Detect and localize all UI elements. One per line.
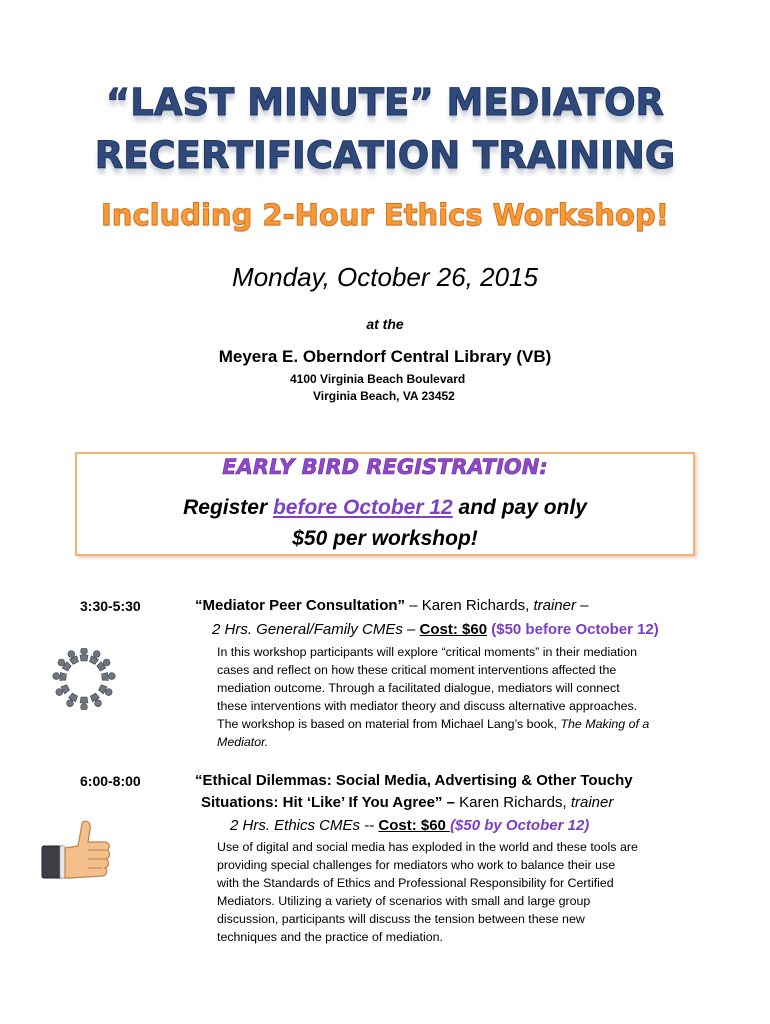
session-2-desc-line: Mediators. Utilizing a variety of scenarios with small and large group	[217, 894, 591, 908]
session-2-title-line-1: “Ethical Dilemmas: Social Media, Advertising & Other Touchy	[195, 772, 633, 789]
early-bird-line-1	[75, 496, 695, 520]
venue-name: Meyera E. Oberndorf Central Library (VB)	[218, 347, 552, 366]
session-2-role: trainer	[570, 794, 614, 811]
session-1-book-title-a: The Making of a	[560, 717, 650, 731]
session-1-trainer: – Karen Richards,	[405, 597, 534, 614]
session-1-desc-line: In this workshop participants will explore “critical moments” in their mediation	[217, 645, 638, 659]
session-2-credits: 2 Hrs. Ethics CMEs --	[230, 817, 379, 834]
session-1-book-intro: The workshop is based on material from Michael Lang’s book,	[217, 717, 561, 731]
session-1-early-price: ($50 before October 12)	[487, 621, 659, 638]
title-line-2: RECERTIFICATION TRAINING	[94, 134, 676, 177]
title-line-1: “LAST MINUTE” MEDIATOR	[105, 81, 665, 124]
subtitle: Including 2-Hour Ethics Workshop!	[101, 198, 669, 232]
session-1-desc-line: mediation outcome. Through a facilitated dialogue, mediators will connect	[217, 681, 620, 695]
session-2-desc-line: Use of digital and social media has exploded in the world and these tools are	[217, 840, 638, 854]
early-bird-line-2: $50 per workshop!	[292, 527, 478, 550]
session-2-time: 6:00-8:00	[80, 773, 141, 789]
session-2-desc-line: techniques and the practice of mediation.	[217, 930, 443, 944]
session-1-cost: Cost: $60	[419, 621, 488, 638]
address-line-2: Virginia Beach, VA 23452	[313, 389, 455, 403]
early-bird-title: EARLY BIRD REGISTRATION:	[222, 455, 548, 479]
circle-of-people-icon	[34, 648, 134, 710]
session-2-credits-line	[230, 817, 589, 834]
session-1-time: 3:30-5:30	[80, 598, 141, 614]
thumbs-up-icon	[40, 818, 114, 886]
session-1-desc-line	[217, 715, 687, 733]
session-2-cost: Cost: $60	[378, 817, 451, 834]
address-line-1: 4100 Virginia Beach Boulevard	[290, 372, 466, 386]
session-1-role: trainer	[533, 597, 576, 614]
session-1-book-title-b: Mediator.	[217, 735, 269, 749]
session-2-title: Situations: Hit ‘Like’ If You Agree” –	[201, 794, 455, 811]
event-date: Monday, October 26, 2015	[232, 262, 538, 292]
session-1-title-line	[195, 597, 588, 614]
session-1-description	[217, 643, 687, 751]
early-bird-pay-text: and pay only	[452, 496, 587, 519]
session-1-desc-line	[217, 733, 687, 751]
session-1-credits-line	[212, 621, 659, 638]
session-1-credits: 2 Hrs. General/Family CMEs –	[212, 621, 420, 638]
session-2-desc-line: discussion, participants will discuss the tension between these new	[217, 912, 585, 926]
session-2-trainer: Karen Richards,	[454, 794, 571, 811]
session-2-early-price: ($50 by October 12)	[450, 817, 590, 834]
session-2-desc-line: providing special challenges for mediators who work to balance their use	[217, 858, 616, 872]
session-2-title-line-2	[201, 794, 613, 811]
session-2-desc-line: with the Standards of Ethics and Professional Responsibility for Certified	[217, 876, 614, 890]
session-1-desc-line: cases and reflect on how these critical moment interventions affected the	[217, 663, 617, 677]
session-1-desc-line: these interventions with mediator theory and discuss alternative approaches.	[217, 699, 638, 713]
early-bird-register-text: Register	[183, 496, 273, 519]
at-the-label: at the	[366, 316, 404, 332]
session-1-dash: –	[575, 597, 589, 614]
early-bird-deadline: before October 12	[272, 496, 453, 519]
session-1-title: “Mediator Peer Consultation”	[195, 597, 406, 614]
session-2-description	[217, 838, 697, 946]
